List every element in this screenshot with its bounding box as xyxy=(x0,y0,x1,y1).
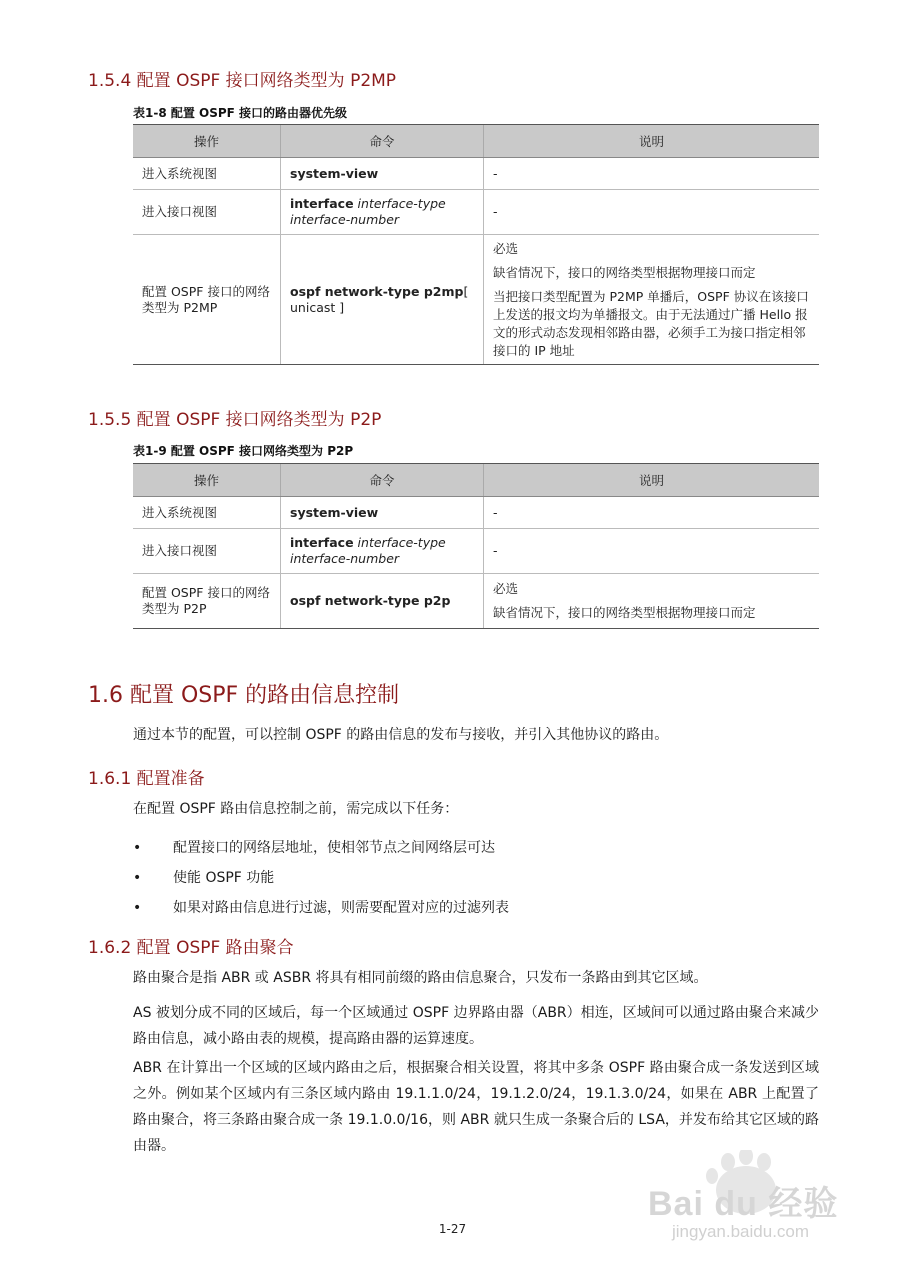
table-row xyxy=(133,158,819,190)
paragraph: 路由聚合是指 ABR 或 ASBR 将具有相同前缀的路由信息聚合，只发布一条路由到其它区域。 xyxy=(133,970,708,986)
cell-command xyxy=(281,529,484,574)
section-heading-1-5-5: 1.5.5 配置 OSPF 接口网络类型为 P2P xyxy=(88,410,382,430)
cell-operation: 进入接口视图 xyxy=(133,190,281,235)
header-operation: 操作 xyxy=(133,464,281,497)
cell-description xyxy=(484,235,820,365)
command-keyword: interface xyxy=(290,535,354,550)
list-item xyxy=(133,867,274,887)
cell-operation: 进入接口视图 xyxy=(133,529,281,574)
header-command: 命令 xyxy=(281,125,484,158)
prep-intro: 在配置 OSPF 路由信息控制之前，需完成以下任务： xyxy=(133,801,459,817)
cell-description: - xyxy=(484,497,820,529)
header-operation: 操作 xyxy=(133,125,281,158)
section-heading-1-6-1: 1.6.1 配置准备 xyxy=(88,769,205,789)
command-keyword: ospf network-type p2mp xyxy=(290,283,464,299)
header-description: 说明 xyxy=(484,125,820,158)
table-row xyxy=(133,190,819,235)
command-keyword: interface xyxy=(290,196,354,211)
cell-operation: 配置 OSPF 接口的网络类型为 P2MP xyxy=(133,235,281,365)
cell-description xyxy=(484,574,820,629)
cell-command xyxy=(281,158,484,190)
table-row xyxy=(133,574,819,629)
watermark-brand: Bai du 经验 xyxy=(648,1185,839,1223)
table-1-8 xyxy=(133,124,819,365)
command-keyword: system-view xyxy=(290,165,379,181)
bullet-dot: • xyxy=(133,840,142,856)
section-heading-1-6: 1.6 配置 OSPF 的路由信息控制 xyxy=(88,683,400,708)
header-description: 说明 xyxy=(484,464,820,497)
header-command: 命令 xyxy=(281,464,484,497)
command-keyword: system-view xyxy=(290,504,379,520)
description-line: 当把接口类型配置为 P2MP 单播后，OSPF 协议在该接口上发送的报文均为单播报文。由于无法通过广播 Hello 报文的形式动态发现相邻路由器，必须手工为接口指定相邻接口的 IP 地址 xyxy=(493,288,809,358)
cell-description: - xyxy=(484,529,820,574)
description-line: 缺省情况下，接口的网络类型根据物理接口而定 xyxy=(493,605,756,620)
description-line: 必选 xyxy=(493,581,519,596)
command-keyword: ospf network-type p2p xyxy=(290,593,451,608)
description-line: 缺省情况下，接口的网络类型根据物理接口而定 xyxy=(493,264,756,280)
cell-command xyxy=(281,235,484,365)
paragraph: AS 被划分成不同的区域后，每一个区域通过 OSPF 边界路由器（ABR）相连，区域间可以通过路由聚合来减少路由信息，减小路由表的规模，提高路由器的运算速度。 xyxy=(133,1005,819,1047)
section-intro: 通过本节的配置，可以控制 OSPF 的路由信息的发布与接收，并引入其他协议的路由。 xyxy=(133,727,669,743)
list-item xyxy=(133,837,495,857)
table-header-row xyxy=(133,125,819,158)
section-heading-1-6-2: 1.6.2 配置 OSPF 路由聚合 xyxy=(88,938,294,958)
list-item-text: 如果对路由信息进行过滤，则需要配置对应的过滤列表 xyxy=(173,900,509,916)
cell-description: - xyxy=(484,190,820,235)
command-option: [ unicast ] xyxy=(290,283,469,315)
command-argument: interface-type interface-number xyxy=(290,535,446,566)
bullet-dot: • xyxy=(133,870,142,886)
table-1-9 xyxy=(133,463,819,629)
section-heading-1-5-4: 1.5.4 配置 OSPF 接口网络类型为 P2MP xyxy=(88,71,397,91)
cell-command xyxy=(281,190,484,235)
table-row xyxy=(133,529,819,574)
cell-operation: 进入系统视图 xyxy=(133,497,281,529)
table-row xyxy=(133,497,819,529)
cell-command xyxy=(281,574,484,629)
command-argument: interface-type interface-number xyxy=(290,196,446,227)
table-header-row xyxy=(133,464,819,497)
cell-description: - xyxy=(484,158,820,190)
cell-operation: 配置 OSPF 接口的网络类型为 P2P xyxy=(133,574,281,629)
description-line: 必选 xyxy=(493,240,519,256)
paragraph: ABR 在计算出一个区域的区域内路由之后，根据聚合相关设置，将其中多条 OSPF 路由聚合成一条发送到区域之外。例如某个区域内有三条区域内路由 19.1.1.0/24，19.1.2.0/24，19.1.3.0/24，如果在 ABR 上配置了路由聚合，将三条路由聚合成一条 19.1.0.0/16，则 ABR 就只生成一条聚合后的 LSA，并发布给其它区域的路由器。 xyxy=(133,1060,819,1154)
table-caption-1-8: 表1-8 配置 OSPF 接口的路由器优先级 xyxy=(133,106,348,120)
cell-command xyxy=(281,497,484,529)
table-caption-1-9: 表1-9 配置 OSPF 接口网络类型为 P2P xyxy=(133,444,354,458)
table-row xyxy=(133,235,819,365)
watermark-url: jingyan.baidu.com xyxy=(672,1222,810,1241)
bullet-dot: • xyxy=(133,900,142,916)
baidu-jingyan-watermark xyxy=(642,1150,857,1250)
page-number: 1-27 xyxy=(438,1222,467,1236)
list-item-text: 使能 OSPF 功能 xyxy=(173,870,275,886)
cell-operation: 进入系统视图 xyxy=(133,158,281,190)
list-item xyxy=(133,897,509,917)
list-item-text: 配置接口的网络层地址，使相邻节点之间网络层可达 xyxy=(173,840,495,856)
